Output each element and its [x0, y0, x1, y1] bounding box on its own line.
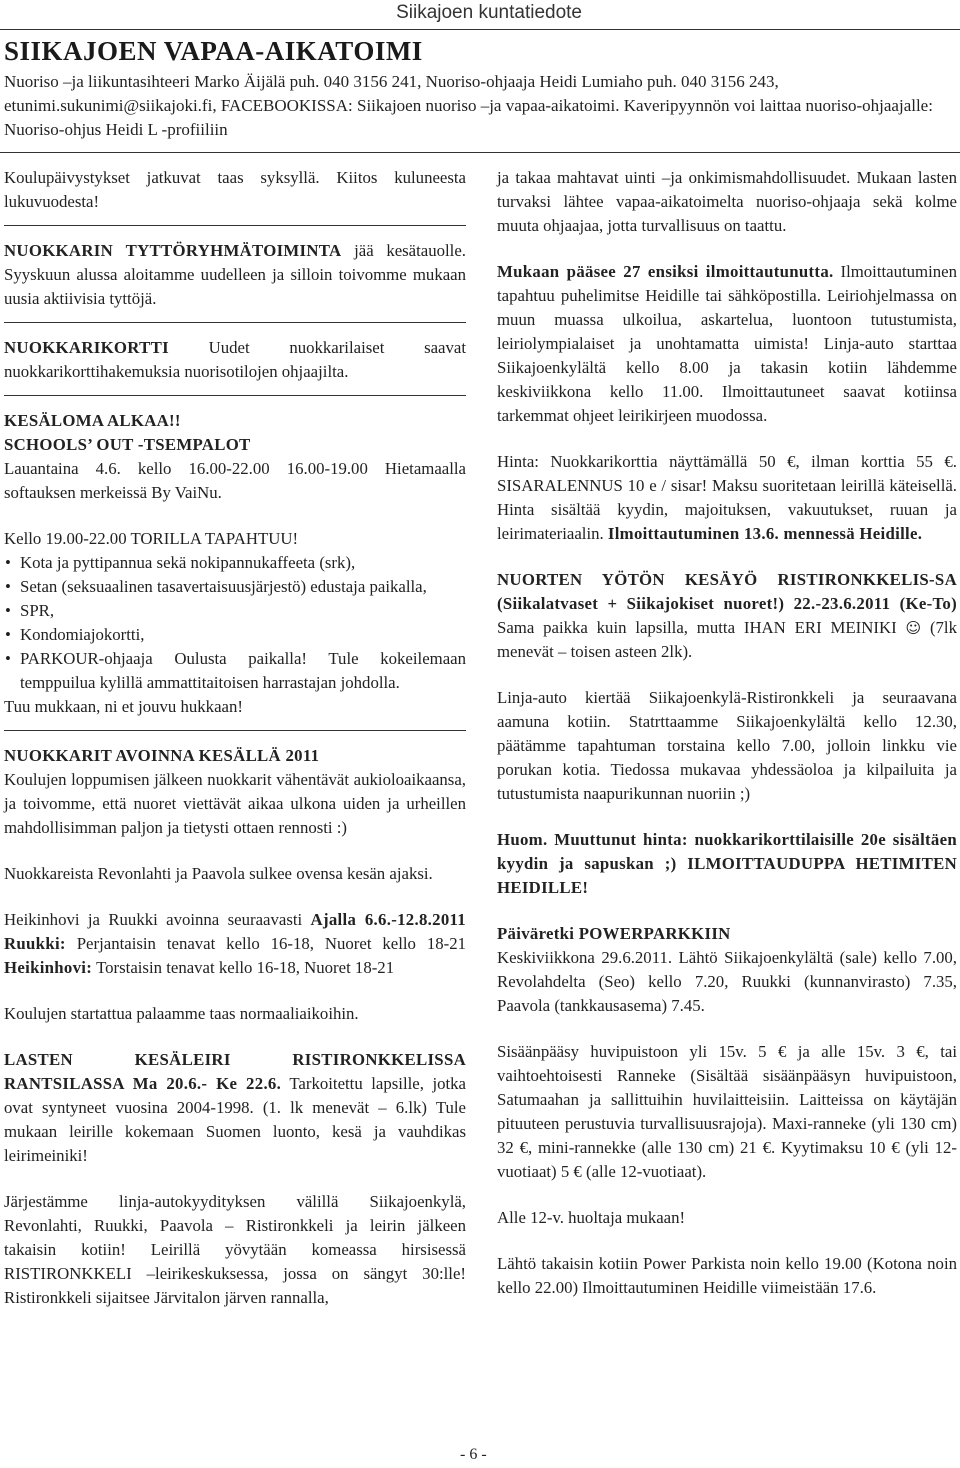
- price-change-note: Huom. Muuttunut hinta: nuokkarikorttilaisille 20e sisältäen kyydin ja sapuskan ;) ILMOITTAUDUPPA HETIMITEN HEIDILLE!: [497, 830, 957, 897]
- torilla-text: Kello 19.00-22.00 TORILLA TAPAHTUU!: [4, 529, 299, 548]
- girls-group-text: jää kesätauolle. Syyskuun alussa aloitamme uudelleen ja silloin toivomme mukaan uusia aktiivisia tyttöjä.: [4, 241, 466, 308]
- return-text: Lähtö takaisin kotiin Power Parkista noin kello 19.00 (Kotona noin kello 22.00) Ilmoittautuminen Heidille viimeistään 17.6.: [497, 1254, 957, 1297]
- price-text: [497, 450, 957, 546]
- night-heading: NUORTEN YÖTÖN KESÄYÖ RISTIRONKKELIS-SA (Siikalatvaset + Siikajokiset nuoret!) 22.-23.6.2011 (Ke-To): [497, 570, 957, 613]
- school-start-text: Koulupäivystykset jatkuvat taas syksyllä. Kiitos kuluneesta lukuvuodesta!: [4, 168, 466, 211]
- section-rule: [4, 225, 466, 226]
- girls-group-heading: NUOKKARIN TYTTÖRYHMÄTOIMINTA: [4, 241, 342, 260]
- section-rule: [4, 730, 466, 731]
- night-text: Sama paikka kuin lapsilla, mutta IHAN ERI MEINIKI: [497, 618, 906, 637]
- welcome-text: Tuu mukkaan, ni et jouvu hukkaan!: [4, 697, 243, 716]
- schedule-heikinhovi-label: Heikinhovi:: [4, 958, 93, 977]
- right-column: [497, 166, 957, 1300]
- list-item: • Setan (seksuaalinen tasavertaisuusjärjestö) edustaja paikalla,: [4, 575, 466, 599]
- camp-bus-text: Järjestämme linja-autokyydityksen välillä Siikajoenkylä, Revonlahti, Ruukki, Paavola – Ristironkkeli ja leirin jälkeen takaisin kotiin! Leirillä yövytään komeassa hirsisessä RISTIRONKKELI –leirikeskuksessa, jossa on sängyt 30:lle! Ristironkkeli sijaitsee Järvitalon järven rannalla,: [4, 1192, 466, 1307]
- guardian-text: Alle 12-v. huoltaja mukaan!: [497, 1208, 686, 1227]
- schedule-period: Ajalla 6.6.-12.8.2011 Ruukki:: [4, 910, 466, 953]
- schedule-ruukki: Perjantaisin tenavat kello 16-18, Nuoret kello 18-21: [65, 934, 466, 953]
- smiley-icon: ☺: [905, 619, 922, 637]
- list-item: • Kondomiajokortti,: [4, 623, 466, 647]
- header-rule: [0, 29, 960, 30]
- card-text: Uudet nuokkarilaiset saavat nuokkarikorttihakemuksia nuorisotilojen ohjaajilta.: [4, 338, 466, 381]
- event-list: [4, 551, 466, 695]
- contact-intro: Nuoriso –ja liikuntasihteeri Marko Äijälä puh. 040 3156 241, Nuoriso-ohjaaja Heidi Lumiaho puh. 040 3156 243, etunimi.sukunimi@siikajoki.fi, FACEBOOKISSA: Siikajoen nuoriso –ja vapaa-aikatoimi. Kaveripyynnön voi laittaa nuoriso-ohjaajalle: Nuoriso-ohjus Heidi L -profiiliin: [4, 72, 933, 139]
- summer-text: Koulujen loppumisen jälkeen nuokkarit vähentävät aukioloaikaansa, ja toivomme, että nuoret viettävät aikaa ulkona uiden ja urheillen mahdollisimman paljon ja tietysti ottaen rennosti :): [4, 770, 466, 837]
- summer-heading: NUOKKARIT AVOINNA KESÄLLÄ 2011: [4, 746, 320, 765]
- list-item: • Kota ja pyttipannua sekä nokipannukaffeeta (srk),: [4, 551, 466, 575]
- registration-heading: Mukaan pääsee 27 ensiksi ilmoittautunutta.: [497, 262, 834, 281]
- card-heading: NUOKKARIKORTTI: [4, 338, 169, 357]
- schools-out-heading: SCHOOLS’ OUT -TSEMPALOT: [4, 435, 251, 454]
- price-details: Hinta: Nuokkarikorttia näyttämällä 50 €, ilman korttia 55 €. SISARALENNUS 10 e / sisar! Maksu suoritetaan leirillä käteisellä. Hinta sisältää kyydin, majoituksen, vakuutukset, ruuan ja leirimateriaalin.: [497, 452, 957, 543]
- page-number: - 6 -: [460, 1446, 487, 1463]
- night-text-end: (7lk menevät – toisen asteen 2lk).: [497, 618, 957, 661]
- schools-out-text: Lauantaina 4.6. kello 16.00-22.00 16.00-19.00 Hietamaalla softauksen merkeissä By VaiNu.: [4, 459, 466, 502]
- page-title: SIIKAJOEN VAPAA-AIKATOIMI: [4, 36, 423, 66]
- summer-return-text: Koulujen startattua palaamme taas normaaliaikoihin.: [4, 1004, 359, 1023]
- price-deadline: Ilmoittautuminen 13.6. mennessä Heidille.: [607, 524, 923, 543]
- trip-text: Keskiviikkona 29.6.2011. Lähtö Siikajoenkylältä (sale) kello 7.00, Revolahdelta (Seo) kello 7.20, Ruukki (kunnanvirasto) 7.35, Paavola (tankkausasema) 7.45.: [497, 948, 957, 1015]
- card-section: [4, 336, 466, 384]
- holiday-heading: KESÄLOMA ALKAA!!: [4, 411, 181, 430]
- summer-schedule-text: [4, 908, 466, 980]
- night-section: [497, 568, 957, 664]
- camp-section: [4, 1048, 466, 1168]
- summer-closing-text: Nuokkareista Revonlahti ja Paavola sulkee ovensa kesän ajaksi.: [4, 864, 433, 883]
- registration-details: Ilmoittautuminen tapahtuu puhelimitse Heidille tai sähköpostilla. Leiriohjelmassa on muun muassa ulkoilua, askartelua, luontoon tutustumista, leiriolympialaiset ja unohtamatta uimista! Linja-auto starttaa Siikajoenkylältä kello 8.00 ja takasin kotiin lähdemme keskiviikkona kello 11.00. Ilmoittautuneet saavat kotiinsa tarkemmat ohjeet leirikirjeen muodossa.: [497, 262, 957, 425]
- camp-text: Tarkoitettu lapsille, jotka ovat syntyneet vuosina 2004-1998. (1. lk menevät – 6.lk) Tule mukaan leirille kokemaan Suomen luonto, kesä ja vauhdikas leirimeiniki!: [4, 1074, 466, 1165]
- list-item: • PARKOUR-ohjaaja Oulusta paikalla! Tule kokeilemaan temppuilua kylillä ammattitaitoisen harrastajan johdolla.: [4, 647, 466, 695]
- trip-heading: Päiväretki POWERPARKKIIN: [497, 924, 731, 943]
- list-item: • SPR,: [4, 599, 466, 623]
- night-bus-text: Linja-auto kiertää Siikajoenkylä-Ristironkkeli ja seuraavana aamuna kotiin. Statrttaamme Siikajoenkylältä kello 12.30, päätämme tapahtuman torstaina kello 7.00, jolloin linkku vie porukan kotia. Tiedossa mukavaa yhdessäoloa ja kilpailuita ja tutustumista naapurikunnan nuoriin ;): [497, 688, 957, 803]
- intro-rule: [0, 152, 960, 153]
- entry-text: Sisäänpääsy huvipuistoon yli 15v. 5 € ja alle 15v. 3 €, tai vaihtoehtoisesti Ranneke (Sisältää sisäänpääsyn huvipuistoon, Satumaahan ja sallittuihin huvilaitteisiin. Laitteissa on käytäjän pituuteen perustuvia turvallisuusrajoja). Maxi-ranneke (yli 130 cm) 32 €, mini-rannekke (alle 130 cm) 21 €. Kyytimaksu 10 € (yli 12-vuotiaat) 5 € (alle 12-vuotiaat).: [497, 1042, 957, 1181]
- camp-heading: LASTEN KESÄLEIRI RISTIRONKKELISSA RANTSILASSA Ma 20.6.- Ke 22.6.: [4, 1050, 466, 1093]
- schedule-intro: Heikinhovi ja Ruukki avoinna seuraavasti: [4, 910, 311, 929]
- section-rule: [4, 395, 466, 396]
- registration-text: [497, 260, 957, 428]
- left-column: [4, 166, 466, 1310]
- running-head: Siikajoen kuntatiedote: [396, 2, 582, 23]
- girls-group-section: [4, 239, 466, 311]
- camp-continued-text: ja takaa mahtavat uinti –ja onkimismahdollisuudet. Mukaan lasten turvaksi lähtee vapaa-aikatoimelta nuoriso-ohjaaja sekä kolme muuta ohjaajaa, jotta turvallisuus on taattu.: [497, 168, 957, 235]
- section-rule: [4, 322, 466, 323]
- schedule-heikinhovi: Torstaisin tenavat kello 16-18, Nuoret 18-21: [92, 958, 395, 977]
